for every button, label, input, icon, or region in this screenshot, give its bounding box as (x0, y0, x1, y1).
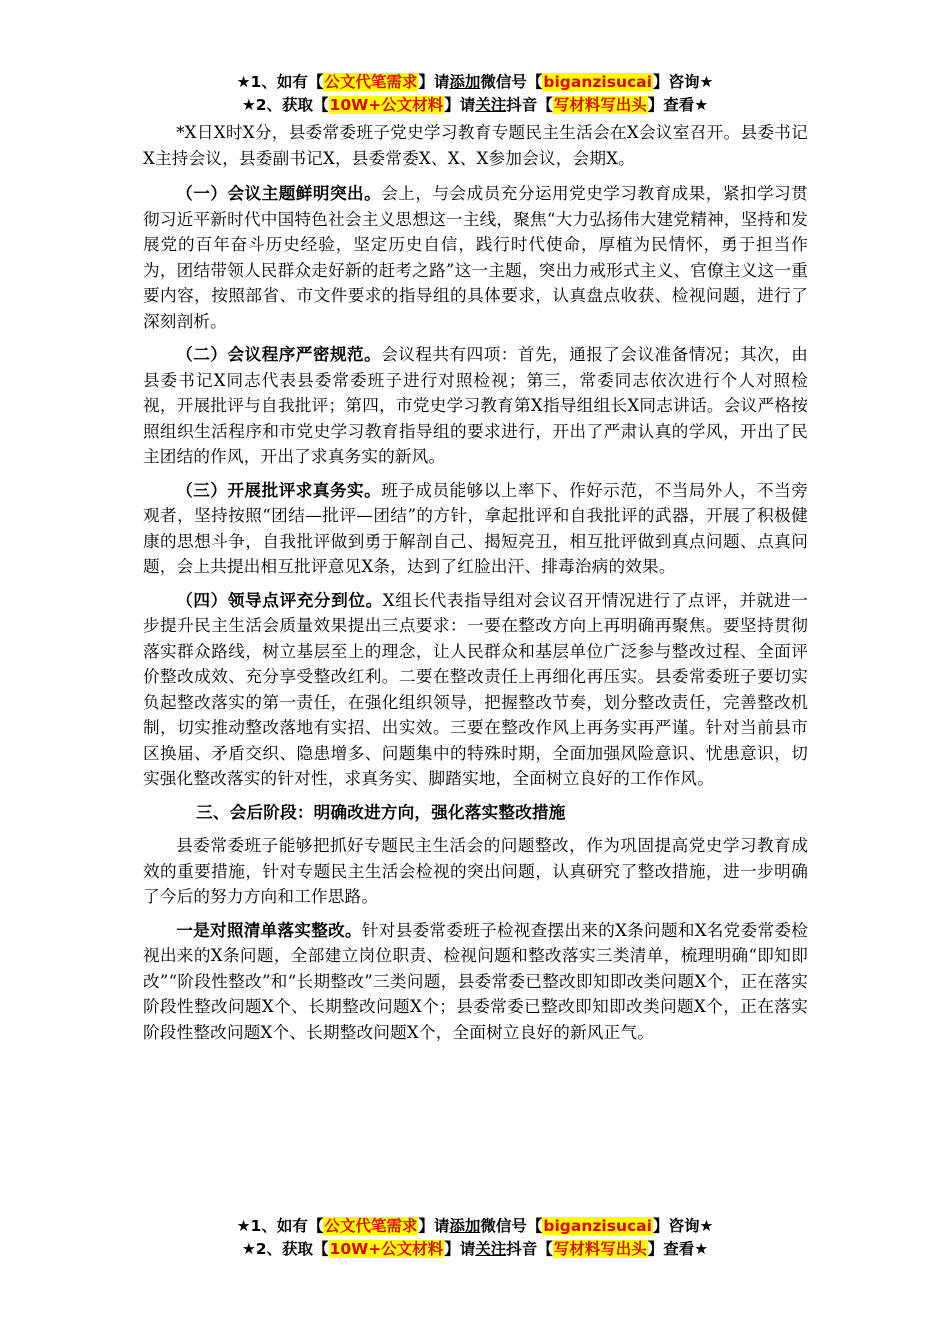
paragraph-title: （二）会议程序严密规范。 (176, 344, 382, 364)
paragraph-checklist-rectification: 一是对照清单落实整改。针对县委常委班子检视查摆出来的X条问题和X名党委常委检视出来的X条问题，全部建立岗位职责、检视问题和整改落实三类清单，梳理明确“即知即改”“阶段性整改”和“长期整改”三类问题，县委常委已整改即知即改类问题X个，正在落实阶段性整改问题X个、长期整改问题X个；县委常委已整改即知即改类问题X个，正在落实阶段性整改问题X个、长期整改问题X个，全面树立良好的新风正气。 (143, 919, 808, 1042)
highlight-wechat-id: biganzisucai (543, 1217, 652, 1235)
intro-paragraph: *X日X时X分，县委常委班子党史学习教育专题民主生活会在X会议室召开。县委书记X主持会议，县委副书记X，县委常委X、X、X参加会议，会期X。 (143, 123, 808, 168)
paragraph-meeting-theme: （一）会议主题鲜明突出。会上，与会成员充分运用党史学习教育成果，紧扣学习贯彻习近平新时代中国特色社会主义思想这一主线，聚焦“大力弘扬伟大建党精神，坚持和发展党的百年奋斗历史经验，坚定历史自信，践行时代使命，厚植为民情怀，勇于担当作为，团结带领人民群众走好新的赶考之路”这一主题，突出力戒形式主义、官僚主义这一重要内容，按照部省、市文件要求的指导组的具体要求，认真盘点收获、检视问题，进行了深刻剖析。 (143, 183, 809, 331)
highlight-service: 公文代笔需求 (324, 73, 418, 91)
paragraph-meeting-procedure: （二）会议程序严密规范。会议程共有四项：首先，通报了会议准备情况；其次，由县委书记X同志代表县委常委班子进行对照检视；第三，常委同志依次进行个人对照检视，开展批评与自我批评；第四，市党史学习教育第X指导组组长X同志讲话。会议严格按照组织生活程序和市党史学习教育指导组的要求进行，开出了严肃认真的学风，开出了民主团结的作风，开出了求真务实的新风。 (143, 344, 809, 466)
document-body (143, 120, 808, 1053)
highlight-douyin: 写材料写出头 (553, 96, 647, 114)
highlight-materials: 10W+公文材料 (329, 96, 444, 114)
highlight-douyin: 写材料写出头 (553, 1240, 647, 1258)
highlight-materials: 10W+公文材料 (329, 1240, 444, 1258)
paragraph-title: （一）会议主题鲜明突出。 (176, 183, 382, 203)
top-banner (0, 71, 950, 117)
paragraph-leadership-review: （四）领导点评充分到位。X组长代表指导组对会议召开情况进行了点评，并就进一步提升民主生活会质量效果提出三点要求：一要在整改方向上再明确再聚焦。要坚持贯彻落实群众路线，树立基层至上的理念，让人民群众和基层单位广泛参与整改过程、全面评价整改成效、充分享受整改红利。二要在整改责任上再细化再压实。县委常委班子要切实负起整改落实的第一责任，在强化组织领导，把握整改节奏，划分整改责任，完善整改机制，切实推动整改落地有实招、出实效。三要在整改作风上再务实再严谨。针对当前县市区换届、矛盾交织、隐患增多、问题集中的特殊时期，全面加强风险意识、忧患意识，切实强化整改落实的针对性，求真务实、脚踏实地，全面树立良好的工作作风。 (143, 589, 809, 788)
banner-line-1: ★1、如有【公文代笔需求】请添加微信号【biganzisucai】咨询★ (236, 1217, 714, 1235)
bottom-banner (0, 1215, 950, 1261)
section-heading: 三、会后阶段：明确改进方向，强化落实整改措施 (196, 802, 566, 822)
highlight-service: 公文代笔需求 (324, 1217, 418, 1235)
section-intro-paragraph: 县委常委班子能够把抓好专题民主生活会的问题整改，作为巩固提高党史学习教育成效的重要措施，针对专题民主生活会检视的突出问题，认真研究了整改措施，进一步明确了今后的努力方向和工作思路。 (143, 836, 808, 906)
banner-line-1: ★1、如有【公文代笔需求】请添加微信号【biganzisucai】咨询★ (236, 73, 714, 91)
banner-line-2: ★2、获取【10W+公文材料】请关注抖音【写材料写出头】查看★ (241, 1240, 709, 1258)
paragraph-criticism: （三）开展批评求真务实。班子成员能够以上率下、作好示范，不当局外人，不当旁观者，坚持按照“团结—批评—团结”的方针，拿起批评和自我批评的武器，开展了积极健康的思想斗争，自我批评做到勇于解剖自己、揭短亮丑，相互批评做到真点问题、点真问题，会上共提出相互批评意见X条，达到了红脸出汗、排毒治病的效果。 (143, 479, 809, 576)
paragraph-title: （三）开展批评求真务实。 (176, 479, 382, 500)
paragraph-title: 一是对照清单落实整改。 (176, 919, 362, 940)
paragraph-title: （四）领导点评充分到位。 (176, 589, 383, 610)
highlight-wechat-id: biganzisucai (543, 73, 652, 91)
banner-line-2: ★2、获取【10W+公文材料】请关注抖音【写材料写出头】查看★ (241, 96, 709, 114)
